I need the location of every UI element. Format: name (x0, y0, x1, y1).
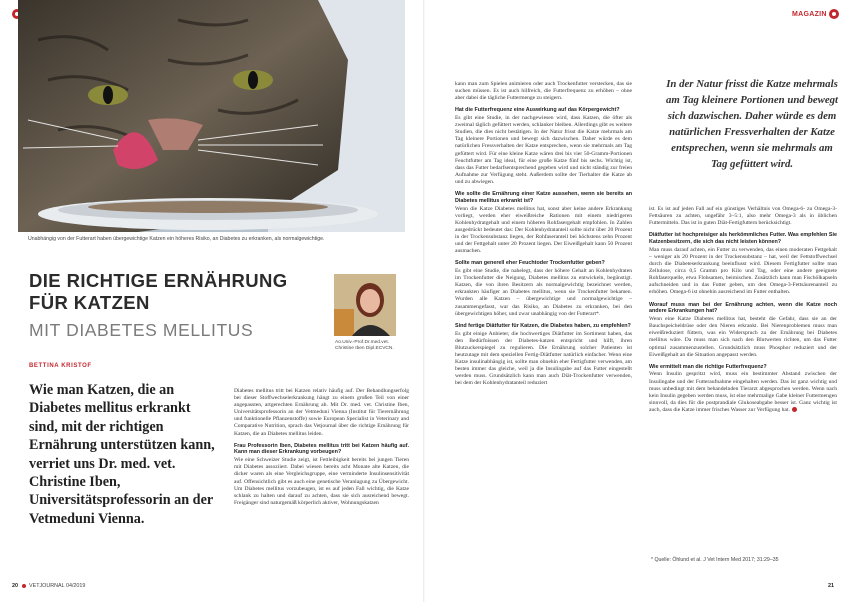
right-body-column-1 (455, 81, 632, 389)
article-title-line-2: FÜR KATZEN (29, 292, 150, 313)
page-number: 21 (828, 583, 834, 589)
journal-name: VETJOURNAL 04/2019 (29, 583, 86, 589)
body-paragraph: Wenn die Katze Diabetes mellitus hat, sonst aber keine andere Erkrankung vorliegt, werden eher eiweißreiche Rationen mit einem niedrigeren Kohlenhydratgehalt und einem höheren Rohfasergehalt empfohlen. In Zahlen ausgedrückt bedeutet das: Der Kohlenhydratanteil sollte nicht über 20 Prozent in der Trockensubstanz liegen, der Rohfaseranteil bei höchstens zehn Prozent und der Fettgehalt unter 20 Prozent liegen. Der Eiweißgehalt kann 50 Prozent ausmachen. (455, 205, 632, 255)
body-paragraph: Wenn eine Katze Diabetes mellitus hat, besteht die Gefahr, dass sie an der Bauchspeicheldrüse oder den Nieren erkrankt. Bei Nierenproblemen muss man eiweißreduziert füttern, was ein Widerspruch zu der Ernährung bei Diabetes mellitus wäre. Da muss man sich nach den Blutwerten richten, um das Futter optimal zusammenzustellen. Grundsätzlich muss Phosphor reduziert und der Eiweißgehalt an die Situation angepasst werden. (649, 316, 837, 358)
article-title-line-1: DIE RICHTIGE ERNÄHRUNG (29, 270, 288, 291)
section-tag: MAGAZIN (792, 11, 827, 18)
body-paragraph: Diabetes mellitus tritt bei Katzen relativ häufig auf. Der Behandlungserfolg bei dieser Stoffwechselerkrankung hängt zu einem großen Teil von einer angepassten, artgerechten Ernährung ab. Mit Dr. med. vet. Christine Iben, Universitätsprofessorin an der Vetmeduni Vienna (Institut für Tierernährung und funktionelle Pflanzenstoffe) sowie European Specialist in Veterinary and Comparative Nutrition, sprach das Vetjournal über die richtige Ernährung für Katzen, die an Diabetes mellitus leiden. (234, 388, 409, 437)
footnote: * Quelle: Öhlund et al. J Vet Intern Med 2017; 31:29–35 (651, 557, 779, 563)
right-page (425, 0, 850, 602)
portrait-caption-line-1: Ao.Univ.-Prof.Dr.med.vet. (335, 340, 390, 345)
right-body-column-2 (649, 206, 837, 416)
article-subtitle: MIT DIABETES MELLITUS (29, 320, 254, 340)
body-paragraph: Es gibt eine Studie, die nahelegt, dass der höhere Gehalt an Kohlenhydraten im Trockenfutter die Neigung, Diabetes mellitus zu entwickeln, begünstigt. Katzen, die von ihren Besitzern als normalgewichtig bezeichnet werden, erkrankten häufiger an Diabetes mellitus, wenn sie Trockenfutter bekamen. Wurden alle Katzen – übergewichtige und normalgewichtige – zusammengefasst, war das Risiko, an Diabetes zu erkranken, bei den übergewichtigen höher, und zwar unabhängig von der Futterart*. (455, 268, 632, 317)
magazine-logo-icon (829, 9, 839, 19)
photo-caption: Unabhängig von der Futterart haben übergewichtige Katzen ein höheres Risiko, an Diabetes zu erkranken, als normalgewichtige. (28, 236, 325, 242)
end-mark-icon (792, 407, 797, 412)
cat-photo (18, 0, 405, 232)
page-number: 20 (12, 583, 18, 589)
body-paragraph: Man muss darauf achten, ein Futter zu verwenden, das einen moderaten Fettgehalt – weniger als 20 Prozent in der Trockensubstanz – hat, weil der Fettstoffwechsel durch die Diabeteserkrankung beeinflusst wird. Diesem Fertigfutter sollte man Zellulose, circa 0,5 Gramm pro Kilo und Tag, oder eine andere geeignete Rohfaserquelle, etwa Flohsamen, beimischen. Zusätzlich kann man Fischölkapseln aufschneiden und in das Futter geben, um den Omega-3-Fettsäurenanteil zu erhöhen. Omega-6 ist ohnehin ausreichend im Futter enthalten. (649, 246, 837, 296)
body-paragraph-text: Wenn Insulin gespritzt wird, muss ein bestimmter Abstand zwischen der Insulingabe und der Futteraufnahme eingehalten werden. Das ist ganz wichtig und muss unbedingt mit dem behandelnden Tierarzt abgesprochen werden. Wenn nach kein Insulin gegeben werden muss, ist eine mehrmalige Gabe kleiner Futtermengen sinnvoll, da dies für die postprandiale Glukoseabgabe besser ist. Ganz wichtig ist auch, dass die Katze immer frisches Wasser zur Verfügung hat. (649, 371, 837, 413)
author-name: BETTINA KRISTOF (29, 363, 92, 369)
cat-eating-illustration (18, 0, 405, 232)
interview-question: Wie sollte die Ernährung einer Katze aussehen, wenn sie bereits an Diabetes mellitus erkrankt ist? (455, 191, 632, 204)
body-paragraph: kann man zum Spielen animieren oder auch Trockenfutter verstecken, das sie suchen müssen. Es ist auch hilfreich, die Futterfrequenz zu erhöhen – ohne aber dabei die tägliche Futtermenge zu steigern. (455, 81, 632, 102)
left-footer (12, 583, 85, 589)
interview-question: Frau Professorin Iben, Diabetes mellitus tritt bei Katzen häufig auf. Kann man dieser Erkrankung vorbeugen? (234, 442, 409, 456)
left-body-column (234, 388, 409, 509)
interview-question: Wie ermittelt man die richtige Futterfrequenz? (649, 363, 767, 370)
body-paragraph: Es gibt einige Anbieter, die hochwertiges Diätfutter im Sortiment haben, das den Bedürfnissen der Diabetes-katzen entspricht und hilft, ihren Blutzuckerspiegel zu regulieren. Die Ernährung solcher Patienten ist heutzutage mit dem speziellen Fertig-Diätfutter natürlich einfacher. Wenn eine Katze insulinabhängig ist, sollte man ohnehin eher Fertigfutter verwenden, am besten immer das gleiche, weil ja die Insulingabe auf das Futter eingestellt werden muss. Grundsätzlich kann man auch Diät-Trockenfutter verwenden, bei dem der Kohlenhydratanteil reduziert (455, 330, 632, 387)
body-paragraph: Es gibt eine Studie, in der nachgewiesen wird, dass Katzen, die öfter als zweimal täglich gefüttert werden, schlanker bleiben. Allerdings gibt es weitere Studien, die dies nicht bestätigen. In der Natur frisst die Katze mehrmals am Tag kleinere Portionen und bewegt sich dazwischen. Daher würde es dem natürlichen Fressverhalten der Katze entsprechen, wenn sie mehrmals am Tag gefüttert wird. Für eine kleine Katze wären drei bis vier 50-Gramm-Portionen Feuchtfutter am Tag ideal, für eine große Katze fünf bis sechs. Wichtig ist, dass das Futter bedarfsentsprechend gegeben wird und nicht ständig zur freien Aufnahme zur Verfügung steht. Außerdem sollte der Tierhalter die Katze ab und zu abwiegen. (455, 115, 632, 185)
author-portrait (334, 274, 396, 336)
interview-question: Worauf muss man bei der Ernährung achten, wenn die Katze noch andere Erkrankungen hat? (649, 301, 837, 315)
interview-question: Sind fertige Diätfutter für Katzen, die Diabetes haben, zu empfehlen? (455, 322, 631, 329)
footer-logo-icon (22, 584, 26, 588)
body-paragraph: Wie eine Schweizer Studie zeigt, ist Fettleibigkeit bereits bei jungen Tieren mit Diabetes assoziiert. Dabei wiesen bereits acht Monate alte Katzen, die dicker waren als eine Vergleichsgruppe, eine verminderte Insulinsensitivität auf. Offensichtlich gibt es auch eine genetische Veranlagung zu Übergewicht. Um Diabetes mellitus vorzubeugen, ist es auf jeden Fall wichtig, die Katze schlank zu halten und darauf zu achten, dass sie sich ausreichend bewegt. Freigänger sind naturgemäß körperlich aktiver, Wohnungskatzen (234, 457, 409, 506)
pull-quote: In der Natur frisst die Katze mehrmals am Tag kleinere Portionen und bewegt sich dazwischen. Daher würde es dem natürlichen Fressverhalten der Katze entsprechen, wenn sie mehrmals am Tag gefüttert wird. (665, 78, 839, 170)
body-paragraph: ist. Es ist auf jeden Fall auf ein günstiges Verhältnis von Omega-6- zu Omega-3-Fettsäuren zu achten, ungefähr 3–5:1, also mehr Omega-3 als in üblichen Futtermitteln. Das ist in guten Diät-Fertigfuttern berücksichtigt. (649, 206, 837, 227)
right-footer (828, 583, 834, 589)
article-title (29, 270, 288, 314)
interview-question: Diätfutter ist hochpreisiger als herkömmliches Futter. Was empfehlen Sie Katzenbesitzern, die sich das nicht leisten können? (649, 232, 837, 246)
interview-question: Hat die Futterfrequenz eine Auswirkung auf das Körpergewicht? (455, 107, 620, 114)
interview-question: Sollte man generell eher Feuchtoder Trockenfutter geben? (455, 260, 605, 267)
body-paragraph (649, 371, 837, 414)
article-lead: Wie man Katzen, die an Diabetes mellitus erkrankt sind, mit der richtigen Ernährung unterstützen kann, verriet uns Dr. med. vet. Christine Iben, Universitätsprofessorin an der Vetmeduni Vienna. (29, 382, 215, 527)
portrait-caption-line-2: Christine Iben Dipl.ECVCN. (335, 346, 394, 351)
portrait-illustration (334, 274, 396, 336)
portrait-caption (335, 340, 415, 352)
